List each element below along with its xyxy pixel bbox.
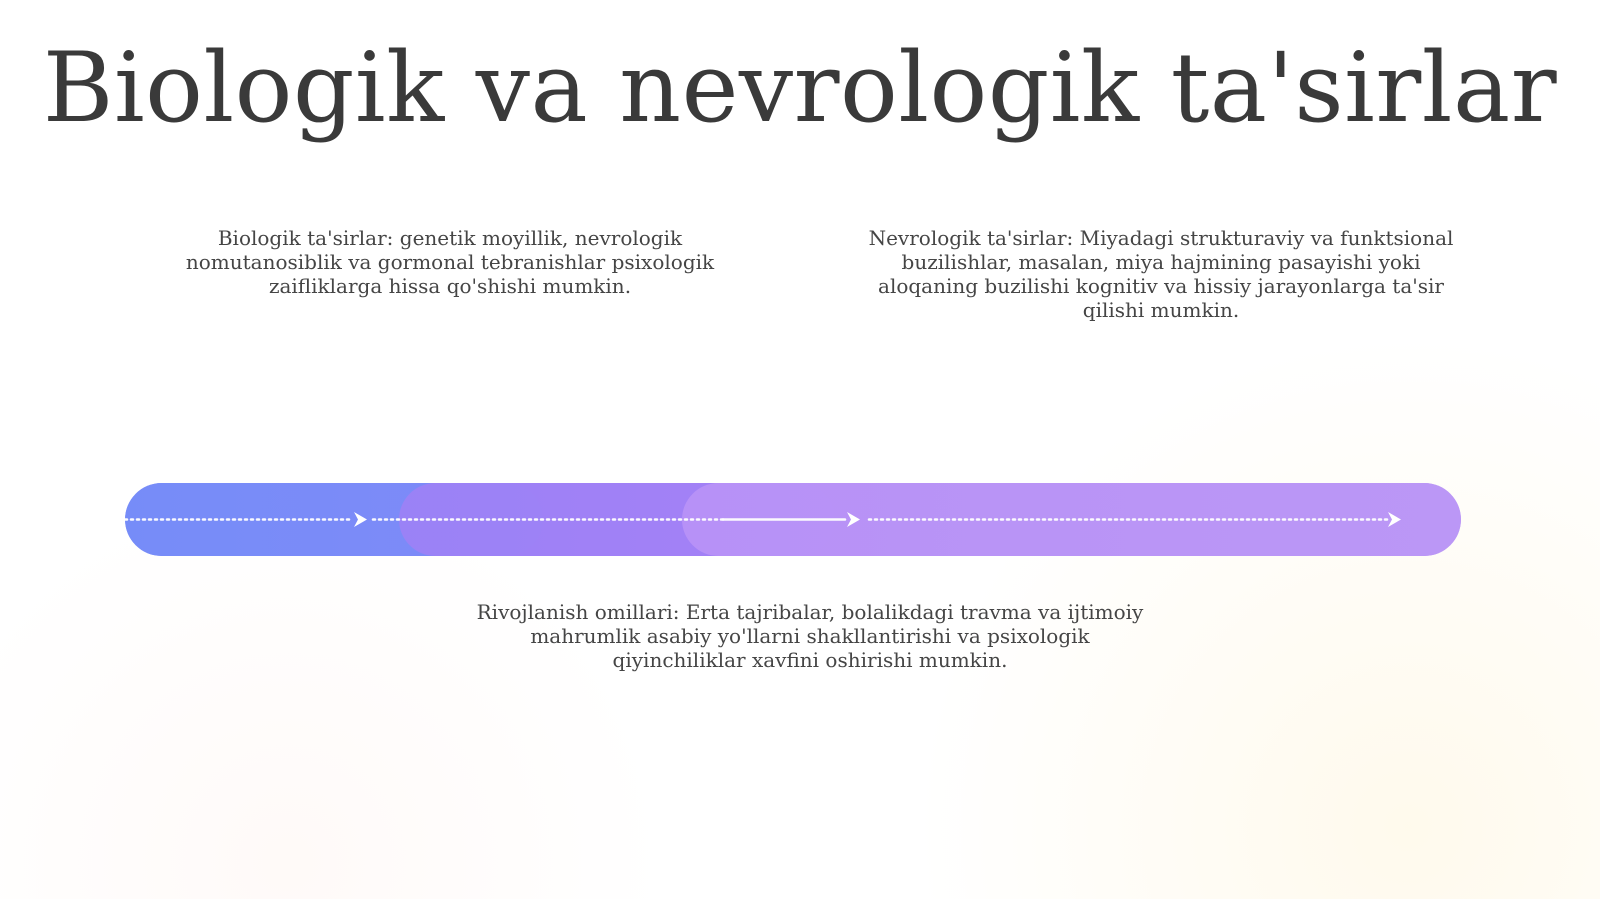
developmental-factors-text: Rivojlanish omillari: Erta tajribalar, bolalikdagi travma va ijtimoiy mahrumlik asabiy yo'llarni shakllantirishi va psixologik qiyinchiliklar xavfini oshirishi mumkin.: [476, 600, 1144, 672]
flow-connector-overlay: [125, 483, 1461, 556]
neurological-influences-text: Nevrologik ta'sirlar: Miyadagi strukturaviy va funktsional buzilishlar, masalan, miya hajmining pasayishi yoki aloqaning buzilishi kognitiv va hissiy jarayonlarga ta'sir qilishi mumkin.: [868, 226, 1454, 322]
slide-title: Biologik va nevrologik ta'sirlar: [42, 32, 1558, 144]
influence-flow-track: [125, 483, 1461, 556]
biological-influences-text: Biologik ta'sirlar: genetik moyillik, nevrologik nomutanosiblik va gormonal tebranishlar psixologik zaifliklarga hissa qo'shishi mumkin.: [185, 226, 715, 298]
arrow-right-icon: [847, 512, 860, 527]
arrow-right-icon: [354, 512, 367, 527]
arrow-right-icon: [1388, 512, 1401, 527]
